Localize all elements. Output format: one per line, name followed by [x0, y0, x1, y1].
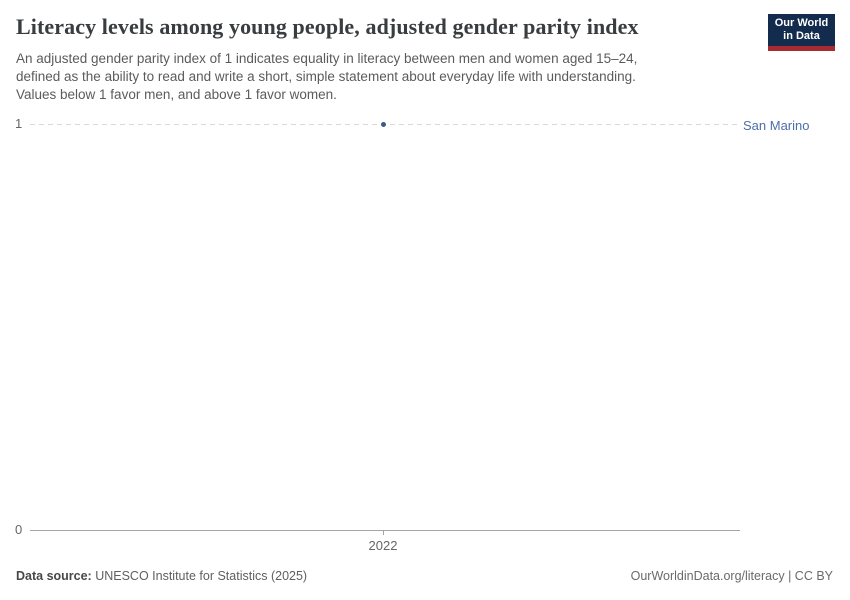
- credit-link[interactable]: OurWorldinData.org/literacy | CC BY: [630, 569, 833, 583]
- chart-footer: [16, 568, 833, 584]
- chart-subtitle: [16, 50, 637, 104]
- owid-logo-line2: in Data: [783, 30, 820, 42]
- page-title: Literacy levels among young people, adjusted gender parity index: [16, 14, 639, 39]
- owid-logo: [768, 14, 835, 51]
- x-axis-line: [30, 530, 740, 531]
- owid-logo-line1: Our World: [774, 17, 829, 29]
- subtitle-line-2: defined as the ability to read and write a short, simple statement about everyday life with understanding.: [16, 69, 636, 84]
- entity-label-san-marino[interactable]: San Marino: [743, 118, 810, 133]
- x-axis-tickmark-2022: [383, 530, 384, 535]
- data-source-label: Data source:: [16, 569, 92, 583]
- subtitle-line-1: An adjusted gender parity index of 1 indicates equality in literacy between men and women aged 15–24,: [16, 51, 638, 66]
- y-axis-tick-1: 1: [15, 116, 23, 131]
- data-point-san-marino[interactable]: [381, 122, 386, 127]
- y-axis-tick-0: 0: [15, 522, 23, 537]
- subtitle-line-3: Values below 1 favor men, and above 1 favor women.: [16, 87, 337, 102]
- x-axis-label-2022: 2022: [368, 538, 398, 553]
- data-source-value: UNESCO Institute for Statistics (2025): [91, 569, 308, 583]
- data-source-note: [16, 568, 307, 584]
